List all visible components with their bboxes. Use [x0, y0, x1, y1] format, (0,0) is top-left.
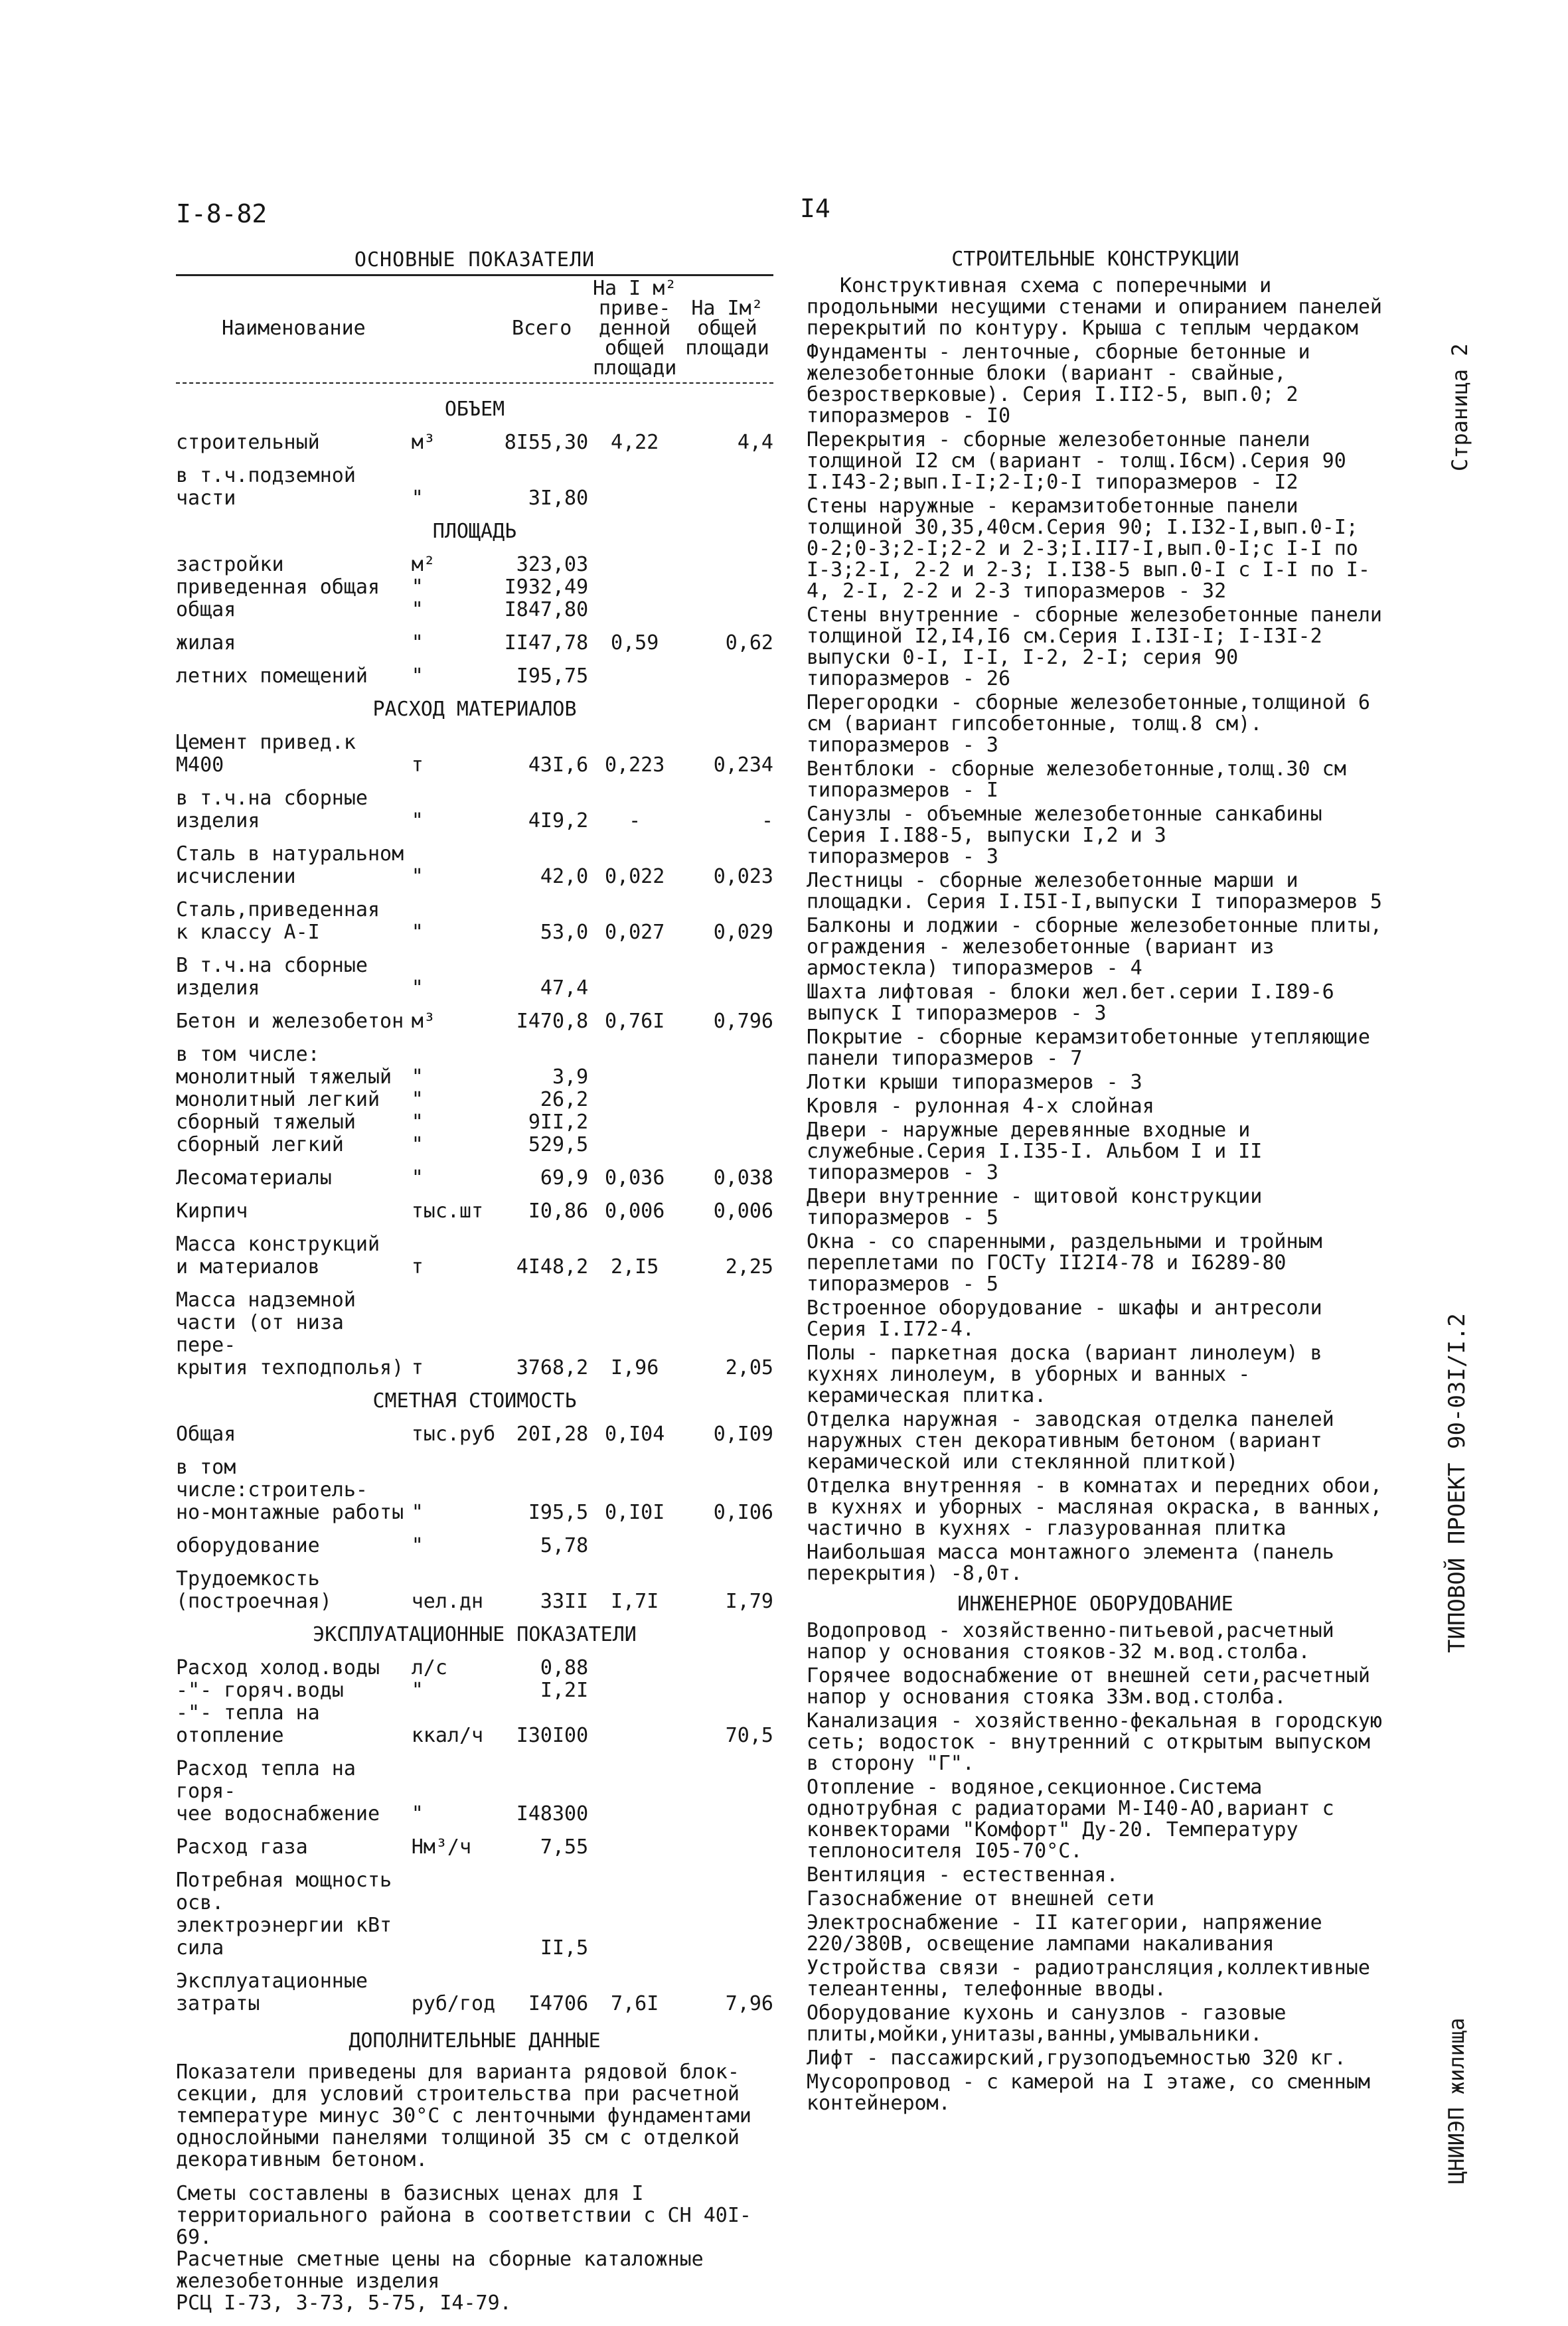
indicator-name: Сталь в натуральном исчислении — [176, 842, 404, 888]
indicator-total: II47,78 — [504, 631, 589, 655]
indicator-per-reduced — [588, 454, 681, 510]
indicator-row — [176, 1446, 773, 1524]
indicator-name: Цемент привед.к М400 — [176, 731, 356, 777]
indicator-unit: л/с " ккал/ч — [411, 1656, 484, 1747]
indicator-unit: " — [411, 1501, 424, 1524]
section-title: РАСХОД МАТЕРИАЛОВ — [372, 698, 577, 721]
indicator-row — [176, 1279, 773, 1379]
indicator-per-total — [681, 1859, 773, 1960]
indicator-unit: т — [411, 1255, 424, 1279]
indicator-unit: " — [411, 921, 424, 944]
indicator-name: строительный — [176, 431, 320, 454]
indicators-table — [176, 279, 773, 2015]
indicator-name: Лесоматериалы — [176, 1166, 332, 1190]
equipment-paragraph: Лифт - пассажирский,грузоподъемностью 320 кг. — [807, 2047, 1346, 2070]
indicator-name: застройки приведенная общая общая — [176, 553, 380, 621]
indicator-row — [176, 777, 773, 832]
indicator-per-total: 0,029 — [713, 921, 773, 944]
indicator-per-reduced: I,7I — [611, 1590, 659, 1613]
indicators-header-row — [176, 279, 773, 378]
indicator-per-reduced: 0,I0I — [605, 1501, 665, 1524]
indicator-name: Общая — [176, 1423, 236, 1446]
indicator-total: I470,8 — [516, 1010, 589, 1033]
indicator-total: 7,55 — [540, 1835, 589, 1859]
indicator-unit: " — [411, 1166, 424, 1190]
col-name-header: Наименование — [222, 317, 366, 340]
indicator-name: Трудоемкость (построечная) — [176, 1567, 332, 1613]
construction-paragraph: Шахта лифтовая - блоки жел.бет.серии I.I89-6 выпуск I типоразмеров - 3 — [807, 980, 1334, 1025]
indicator-name: Сталь,приведенная к классу А-I — [176, 898, 380, 944]
indicator-per-total: 2,25 — [725, 1255, 773, 1279]
indicator-name: Расход тепла на горя- чее водоснабжение — [176, 1757, 380, 1825]
col-total-header: Всего — [512, 317, 572, 340]
construction-paragraph: Перекрытия - сборные железобетонные панели толщиной I2 см (вариант - толщ.I6см).Серия 90 I.I43-2;вып.I-I;2-I;0-I типоразмеров - I2 — [807, 428, 1346, 494]
indicator-per-total: I,79 — [725, 1590, 773, 1613]
equipment-paragraph: Отопление - водяное,секционное.Система однотрубная с радиаторами М-I40-АО,вариант с конвекторами "Комфорт" Ду-20. Температуру теплоносителя I05-70°С. — [807, 1776, 1334, 1863]
indicator-unit: " — [411, 487, 424, 510]
indicator-per-total: 0,023 — [713, 865, 773, 888]
indicator-per-total: 0,I09 — [713, 1423, 773, 1446]
section-title: СМЕТНАЯ СТОИМОСТЬ — [372, 1389, 577, 1413]
indicator-unit: " — [411, 809, 424, 832]
indicator-per-total: 0,006 — [713, 1200, 773, 1223]
indicator-total: 3,9 26,2 9II,2 529,5 — [528, 1065, 589, 1156]
construction-paragraph: Двери - наружные деревянные входные и служебные.Серия I.I35-I. Альбом I и II типоразмеров - 3 — [807, 1119, 1263, 1184]
constructions-list — [807, 275, 1384, 1585]
construction-paragraph: Отделка внутренняя - в комнатах и передних обои, в кухнях и уборных - масляная окраска, в ванных, частично в кухнях - глазурованная плитка — [807, 1474, 1382, 1540]
indicator-name: Масса надземной части (от низа пере- крытия техподполья) — [176, 1288, 404, 1379]
section-title: ПЛОЩАДЬ — [432, 520, 517, 543]
construction-paragraph: Отделка наружная - заводская отделка панелей наружных стен декоративным бетоном (вариант керамической или стеклянной плиткой) — [807, 1408, 1334, 1474]
indicator-name: оборудование — [176, 1534, 320, 1557]
indicator-per-reduced: 7,6I — [611, 1992, 659, 2015]
indicator-name: Масса конструкций и материалов — [176, 1233, 380, 1279]
construction-paragraph: Покрытие - сборные керамзитобетонные утепляющие панели типоразмеров - 7 — [807, 1026, 1370, 1070]
indicator-total: 4I48,2 — [516, 1255, 589, 1279]
construction-paragraph: Наибольшая масса монтажного элемента (панель перекрытия) -8,0т. — [807, 1541, 1334, 1585]
indicator-unit: " — [411, 1534, 424, 1557]
indicator-unit: м³ — [411, 431, 435, 454]
indicator-name: Кирпич — [176, 1200, 248, 1223]
indicator-row — [176, 655, 773, 688]
indicator-unit: " — [411, 976, 424, 1000]
indicator-per-total — [681, 1747, 773, 1825]
indicator-unit: " — [411, 865, 424, 888]
construction-paragraph: Окна - со спаренными, раздельными и тройным переплетами по ГОСТу II2I4-78 и I6289-80 типоразмеров - 5 — [807, 1230, 1322, 1296]
indicator-per-total — [681, 543, 773, 621]
indicator-per-total — [681, 1825, 773, 1859]
indicator-total: 53,0 — [540, 921, 589, 944]
indicator-per-reduced — [588, 944, 681, 1000]
indicator-name: Бетон и железобетон — [176, 1010, 404, 1033]
indicator-total: 323,03 I932,49 I847,80 — [504, 553, 589, 621]
indicator-per-reduced: 0,I04 — [605, 1423, 665, 1446]
indicator-unit: м³ — [411, 1010, 435, 1033]
indicator-name: летних помещений — [176, 664, 368, 688]
indicator-total: 8I55,30 — [504, 431, 589, 454]
indicator-row — [176, 1646, 773, 1747]
indicator-row — [176, 944, 773, 1000]
indicator-unit: " — [411, 631, 424, 655]
margin-page-label: Страница 2 — [1447, 343, 1472, 471]
indicator-per-total — [681, 944, 773, 1000]
indicator-row — [176, 1747, 773, 1825]
indicator-row — [176, 832, 773, 888]
equipment-list — [807, 1620, 1384, 2114]
equipment-paragraph: Канализация - хозяйственно-фекальная в городскую сеть; водосток - внутренний с открытым выпуском в сторону "Г". — [807, 1709, 1382, 1775]
section-title-row — [176, 510, 773, 543]
indicator-row — [176, 1000, 773, 1033]
indicator-total: I95,5 — [528, 1501, 589, 1524]
indicator-per-reduced: I,96 — [611, 1356, 659, 1379]
indicator-unit: т — [411, 1356, 424, 1379]
section-title-row — [176, 1613, 773, 1646]
indicator-per-reduced — [588, 1646, 681, 1747]
indicator-total: 69,9 — [540, 1166, 589, 1190]
indicator-per-total — [681, 1033, 773, 1156]
indicator-name: жилая — [176, 631, 236, 655]
section-title-row — [176, 1379, 773, 1413]
indicator-total: 4I9,2 — [528, 809, 589, 832]
indicator-total: II,5 — [540, 1936, 589, 1960]
margin-organization: ЦНИИЭП жилища — [1444, 2017, 1469, 2184]
indicator-unit: руб/год — [411, 1992, 496, 2015]
col-reduced-header: На I м² приве-денной общей площади — [592, 277, 677, 380]
indicator-per-reduced — [588, 1524, 681, 1557]
indicator-total: 47,4 — [540, 976, 589, 1000]
indicator-name: Расход холод.воды -"- горяч.воды -"- тепла на отопление — [176, 1656, 380, 1747]
indicator-row — [176, 421, 773, 454]
construction-paragraph: Стены наружные - керамзитобетонные панели толщиной 30,35,40см.Серия 90; I.I32-I,вып.0-I; 0-2;0-3;2-I;2-2 и 2-3;I.II7-I,вып.0-I;с I-I по I-3;2-I, 2-2 и 2-3; I.I38-5 вып.0-I с I-I по I-4, 2-I, 2-2 и 2-3 типоразмеров - 32 — [807, 495, 1370, 603]
indicator-per-total — [681, 655, 773, 688]
construction-paragraph: Двери внутренние - щитовой конструкции типоразмеров - 5 — [807, 1185, 1263, 1229]
section-title: ЭКСПЛУАТАЦИОННЫЕ ПОКАЗАТЕЛИ — [313, 1623, 637, 1646]
header-dashed-rule — [176, 382, 773, 384]
indicator-total: 20I,28 — [516, 1423, 589, 1446]
indicator-per-reduced: 0,223 — [605, 753, 665, 777]
additional-paragraph-1: Показатели приведены для варианта рядовой блок-секции, для условий строительства при расчетной температуре минус 30°С с ленточными фундаментами однослойными панелями толщиной 35 см с отделкой декоративным бетоном. — [176, 2060, 751, 2171]
indicators-body — [176, 388, 773, 2015]
indicator-per-reduced: 2,I5 — [611, 1255, 659, 1279]
indicator-total: 5,78 — [540, 1534, 589, 1557]
indicator-row — [176, 1859, 773, 1960]
construction-paragraph: Перегородки - сборные железобетонные,толщиной 6 см (вариант гипсобетонные, толщ.8 см). типоразмеров - 3 — [807, 691, 1370, 757]
indicator-per-total: 7,96 — [725, 1992, 773, 2015]
equipment-paragraph: Мусоропровод - с камерой на I этаже, со сменным контейнером. — [807, 2070, 1370, 2115]
indicator-total: I0,86 — [528, 1200, 589, 1223]
indicator-per-reduced: 4,22 — [611, 431, 659, 454]
indicator-per-total — [681, 1524, 773, 1557]
indicator-per-total: 0,038 — [713, 1166, 773, 1190]
indicator-total: 3I,80 — [528, 487, 589, 510]
indicator-per-reduced: 0,022 — [605, 865, 665, 888]
indicator-total: I48300 — [516, 1802, 589, 1825]
indicator-total: 43I,6 — [528, 753, 589, 777]
indicator-unit: Нм³/ч — [411, 1835, 472, 1859]
indicator-per-reduced — [588, 543, 681, 621]
indicator-name: в т.ч.на сборные изделия — [176, 787, 368, 832]
indicator-row — [176, 1524, 773, 1557]
indicator-total: 0,88 I,2I I30I00 — [516, 1656, 589, 1747]
indicator-per-total: - — [761, 809, 773, 832]
construction-paragraph: Вентблоки - сборные железобетонные,толщ.30 см типоразмеров - I — [807, 757, 1346, 802]
additional-data-title: ДОПОЛНИТЕЛЬНЫЕ ДАННЫЕ — [349, 2029, 601, 2053]
margin-project-code: ТИПОВОЙ ПРОЕКТ 90-03I/I.2 — [1444, 1313, 1470, 1653]
construction-paragraph: Лестницы - сборные железобетонные марши и площадки. Серия I.I5I-I,выпуски I типоразмеров 5 — [807, 869, 1382, 913]
page-number: I4 — [800, 194, 830, 223]
equipment-paragraph: Газоснабжение от внешней сети — [807, 1887, 1154, 1910]
construction-paragraph: Лотки крыши типоразмеров - 3 — [807, 1071, 1142, 1094]
indicator-row — [176, 1413, 773, 1446]
indicator-per-reduced — [588, 1825, 681, 1859]
indicator-row — [176, 543, 773, 621]
indicator-per-total: 0,796 — [713, 1010, 773, 1033]
indicator-per-reduced — [588, 1859, 681, 1960]
indicator-name: Эксплуатационные затраты — [176, 1970, 368, 2015]
indicator-total: I95,75 — [516, 664, 589, 688]
indicator-per-reduced — [588, 655, 681, 688]
document-code: I-8-82 — [176, 199, 268, 228]
indicator-name: Расход газа — [176, 1835, 308, 1859]
construction-paragraph: Стены внутренние - сборные железобетонные панели толщиной I2,I4,I6 см.Серия I.I3I-I; I-I3I-2 выпуски 0-I, I-I, I-2, 2-I; серия 90 типоразмеров - 26 — [807, 603, 1382, 690]
additional-data — [176, 2030, 773, 2314]
indicator-per-total: 0,234 — [713, 753, 773, 777]
indicator-total: 33II — [540, 1590, 589, 1613]
indicator-row — [176, 1156, 773, 1190]
indicator-row — [176, 1190, 773, 1223]
indicator-per-reduced: 0,59 — [611, 631, 659, 655]
section-title-row — [176, 388, 773, 421]
indicator-name: В т.ч.на сборные изделия — [176, 954, 368, 1000]
construction-paragraph: Балконы и лоджии - сборные железобетонные плиты, ограждения - железобетонные (вариант из армостекла) типоразмеров - 4 — [807, 914, 1382, 980]
indicator-name: в т.ч.подземной части — [176, 464, 356, 510]
indicator-name: в том числе: монолитный тяжелый монолитный легкий сборный тяжелый сборный легкий — [176, 1043, 392, 1156]
equipment-paragraph: Водопровод - хозяйственно-питьевой,расчетный напор у основания стояков-32 м.вод.столба. — [807, 1619, 1334, 1664]
construction-paragraph: Кровля - рулонная 4-х слойная — [807, 1095, 1154, 1118]
indicator-unit — [412, 1859, 495, 1960]
construction-paragraph: Полы - паркетная доска (вариант линолеум) в кухнях линолеум, в уборных и ванных - керамическая плитка. — [807, 1342, 1322, 1407]
indicator-per-reduced: - — [629, 809, 641, 832]
indicator-per-total: 2,05 — [725, 1356, 773, 1379]
indicator-row — [176, 1033, 773, 1156]
indicator-per-reduced: 0,76I — [605, 1010, 665, 1033]
header-rule — [176, 274, 773, 276]
indicator-per-total — [681, 454, 773, 510]
indicator-total: 42,0 — [540, 865, 589, 888]
indicator-per-total: 4,4 — [737, 431, 773, 454]
indicator-unit: " — [411, 664, 424, 688]
indicator-row — [176, 721, 773, 777]
indicator-unit: м² " " — [411, 553, 435, 621]
main-indicators-title: ОСНОВНЫЕ ПОКАЗАТЕЛИ — [354, 248, 595, 271]
constructions-title: СТРОИТЕЛЬНЫЕ КОНСТРУКЦИИ — [951, 248, 1239, 271]
indicator-per-reduced — [588, 1033, 681, 1156]
indicator-total: I4706 — [528, 1992, 589, 2015]
indicator-per-reduced: 0,036 — [605, 1166, 665, 1190]
equipment-paragraph: Горячее водоснабжение от внешней сети,расчетный напор у основания стояка 33м.вод.столба. — [807, 1664, 1370, 1709]
indicator-per-total: 70,5 — [725, 1724, 773, 1747]
construction-paragraph: Встроенное оборудование - шкафы и антресоли Серия I.I72-4. — [807, 1296, 1322, 1341]
additional-paragraph-2: Сметы составлены в базисных ценах для I территориального района в соответствии с СН 40I-69. Расчетные сметные цены на сборные каталожные железобетонные изделия РСЦ I-73, 3-73, 5-75, I4-79. — [176, 2182, 751, 2315]
indicator-row — [176, 454, 773, 510]
indicator-name: в том числе:строитель- но-монтажные работы — [176, 1456, 404, 1524]
indicator-row — [176, 888, 773, 944]
equipment-paragraph: Вентиляция - естественная. — [807, 1863, 1119, 1887]
indicator-per-reduced: 0,027 — [605, 921, 665, 944]
indicator-row — [176, 1960, 773, 2015]
construction-paragraph: Конструктивная схема с поперечными и продольными несущими стенами и опиранием панелей перекрытий по контуру. Крыша с теплым чердаком — [807, 274, 1382, 340]
indicator-per-reduced: 0,006 — [605, 1200, 665, 1223]
section-title: ОБЪЕМ — [444, 398, 505, 421]
indicator-row — [176, 1825, 773, 1859]
indicator-unit: тыс.шт — [411, 1200, 484, 1223]
indicator-per-reduced — [588, 1747, 681, 1825]
main-indicators-column — [176, 249, 773, 2326]
constructions-column — [807, 249, 1384, 2117]
equipment-paragraph: Устройства связи - радиотрансляция,коллективные телеантенны, телефонные вводы. — [807, 1956, 1370, 2001]
indicator-unit: чел.дн — [411, 1590, 484, 1613]
construction-paragraph: Санузлы - объемные железобетонные санкабины Серия I.I88-5, выпуски I,2 и 3 типоразмеров - 3 — [807, 803, 1322, 868]
indicator-row — [176, 1557, 773, 1613]
equipment-paragraph: Оборудование кухонь и санузлов - газовые плиты,мойки,унитазы,ванны,умывальники. — [807, 2001, 1287, 2046]
indicator-total: 3768,2 — [516, 1356, 589, 1379]
indicator-per-total: 0,I06 — [713, 1501, 773, 1524]
indicator-name: Потребная мощность осв. электроэнергии кВт сила — [176, 1869, 392, 1960]
indicator-per-total: 0,62 — [725, 631, 773, 655]
indicator-unit: тыс.руб — [411, 1423, 496, 1446]
indicator-unit: " — [411, 1802, 424, 1825]
indicator-unit: " " " " — [411, 1065, 424, 1156]
equipment-title: ИНЖЕНЕРНОЕ ОБОРУДОВАНИЕ — [957, 1592, 1233, 1616]
col-per-total-header: На Iм² общей площади — [685, 297, 769, 360]
construction-paragraph: Фундаменты - ленточные, сборные бетонные и железобетонные блоки (вариант - свайные, безростверковые). Серия I.II2-5, вып.0; 2 типоразмеров - I0 — [807, 341, 1310, 427]
section-title-row — [176, 688, 773, 721]
indicator-unit: т — [411, 753, 424, 777]
indicator-row — [176, 621, 773, 655]
indicator-row — [176, 1223, 773, 1279]
equipment-paragraph: Электроснабжение - II категории, напряжение 220/380В, освещение лампами накаливания — [807, 1911, 1322, 1956]
